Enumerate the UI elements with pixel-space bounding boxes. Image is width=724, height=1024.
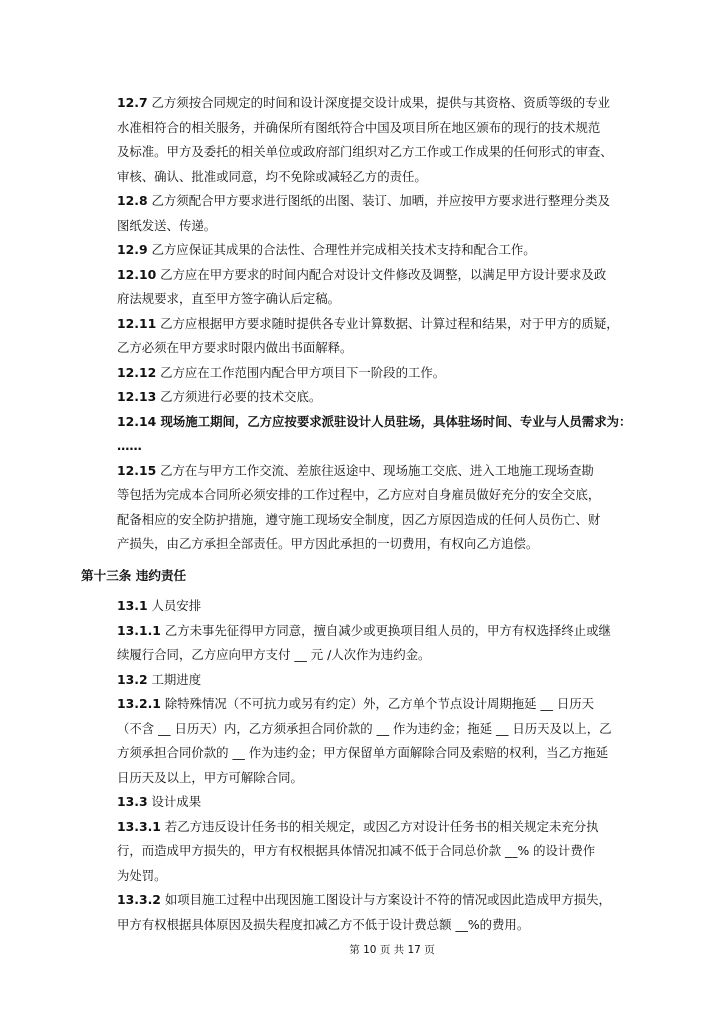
clause-line <box>117 864 642 889</box>
clause-text: 等包括为完成本合同所必须安排的工作过程中，乙方应对自身雇员做好充分的安全交底， <box>117 487 601 502</box>
clause-line <box>117 594 642 619</box>
clause-number: 12.10 <box>117 266 157 282</box>
clause-number: 13.3.2 <box>117 892 161 907</box>
clause-line <box>117 91 642 116</box>
clause-text: 人员安排 <box>151 598 202 613</box>
clause-line <box>117 116 642 141</box>
clause-line <box>117 766 642 791</box>
clause-number: 12.13 <box>117 389 157 404</box>
clause-line <box>117 189 642 214</box>
clause-line <box>117 238 642 263</box>
clause-text: 及标准。甲方及委托的相关单位或政府部门组织对乙方工作或工作成果的任何形式的审查、 <box>117 144 613 159</box>
clause-line <box>117 913 642 938</box>
document-body <box>81 91 642 937</box>
clause-number: 12.8 <box>117 193 148 208</box>
clause-text: 乙方应在甲方要求的时间内配合对设计文件修改及调整，以满足甲方设计要求及政 <box>160 266 607 282</box>
section-title: 第十三条 违约责任 <box>81 567 187 583</box>
clause-line <box>117 741 642 766</box>
clause-line <box>117 287 642 312</box>
clause-text: 方须承担合同价款的 __ 作为违约金；甲方保留单方面解除合同及索赔的权利，当乙方拖延 <box>117 745 609 760</box>
clause-text: 为处罚。 <box>117 867 167 883</box>
clause-number: 12.12 <box>117 364 157 380</box>
clause-number: 13.3.1 <box>117 818 161 834</box>
clause-text: 乙方必须在甲方要求时限内做出书面解释。 <box>117 340 353 355</box>
clause-text: 乙方须按合同规定的时间和设计深度提交设计成果，提供与其资格、资质等级的专业 <box>151 95 610 110</box>
clause-text: 除特殊情况（不可抗力或另有约定）外，乙方单个节点设计周期拖延 __ 日历天 <box>164 696 595 711</box>
clause-text: 乙方未事先征得甲方同意，擅自减少或更换项目组人员的，甲方有权选择终止或继 <box>164 622 611 638</box>
clause-line <box>117 483 642 508</box>
clause-line <box>117 214 642 239</box>
clause-number: 13.2 <box>117 671 148 687</box>
clause-text: 乙方须进行必要的技术交底。 <box>160 389 322 404</box>
clause-line <box>117 532 642 557</box>
clause-text: 若乙方违反设计任务书的相关规定，或因乙方对设计任务书的相关规定未充分执 <box>164 818 599 834</box>
clause-number: 13.2.1 <box>117 696 161 711</box>
clause-text: 乙方应根据甲方要求随时提供各专业计算数据、计算过程和结果，对于甲方的质疑， <box>160 315 619 331</box>
clause-line <box>117 459 642 484</box>
clause-line <box>117 508 642 533</box>
clause-number: 12.15 <box>117 462 157 478</box>
clause-number: 12.7 <box>117 95 148 110</box>
clause-text: 审核、确认、批准或同意，均不免除或减轻乙方的责任。 <box>117 168 427 184</box>
clause-line <box>117 668 642 693</box>
clause-text: …… <box>117 438 142 453</box>
clause-text: 配备相应的安全防护措施，遵守施工现场安全制度，因乙方原因造成的任何人员伤亡、财 <box>117 511 601 527</box>
clause-line <box>117 385 642 410</box>
clause-text: 如项目施工过程中出现因施工图设计与方案设计不符的情况或因此造成甲方损失， <box>164 892 611 907</box>
page-footer: 第 10 页 共 17 页 <box>349 944 435 956</box>
clause-line <box>117 312 642 337</box>
clause-number: 13.3 <box>117 794 148 809</box>
clause-text: 乙方在与甲方工作交流、差旅往返途中、现场施工交底、进入工地施工现场查勘 <box>160 462 594 478</box>
clause-text: 工期进度 <box>151 671 202 687</box>
clause-text: 水准相符合的相关服务，并确保所有图纸符合中国及项目所在地区颁布的现行的技术规范 <box>117 119 601 135</box>
clause-line <box>117 717 642 742</box>
clause-text: 行，而造成甲方损失的，甲方有权根据具体情况扣减不低于合同总价款 __% 的设计费作 <box>117 843 596 858</box>
clause-text: 日历天及以上，甲方可解除合同。 <box>117 769 303 785</box>
clause-text: 乙方须配合甲方要求进行图纸的出图、装订、加晒，并应按甲方要求进行整理分类及 <box>151 193 610 208</box>
clause-line <box>117 263 642 288</box>
clause-line <box>117 165 642 190</box>
clause-number: 13.1 <box>117 598 148 613</box>
clause-12-list <box>117 91 642 557</box>
clause-text: 图纸发送、传递。 <box>117 217 217 233</box>
clause-line <box>117 140 642 165</box>
clause-line <box>117 336 642 361</box>
clause-text: （不含 __ 日历天）内，乙方须承担合同价款的 __ 作为违约金；拖延 __ 日历天及以上，乙 <box>117 720 612 736</box>
clause-number: 12.14 <box>117 413 157 429</box>
clause-number: 13.1.1 <box>117 622 161 638</box>
clause-line <box>117 790 642 815</box>
clause-number: 12.11 <box>117 315 157 331</box>
clause-line <box>117 619 642 644</box>
clause-text: 乙方应保证其成果的合法性、合理性并完成相关技术支持和配合工作。 <box>151 242 536 257</box>
clause-line <box>117 839 642 864</box>
clause-text: 府法规要求，直至甲方签字确认后定稿。 <box>117 291 341 306</box>
clause-line <box>117 888 642 913</box>
clause-line <box>117 815 642 840</box>
clause-number: 12.9 <box>117 242 148 257</box>
clause-text: 甲方有权根据具体原因及损失程度扣减乙方不低于设计费总额 __%的费用。 <box>117 916 530 932</box>
clause-text: 产损失，由乙方承担全部责任。甲方因此承担的一切费用，有权向乙方追偿。 <box>117 536 539 551</box>
clause-text: 乙方应在工作范围内配合甲方项目下一阶段的工作。 <box>160 364 446 380</box>
clause-line <box>117 361 642 386</box>
clause-text: 续履行合同，乙方应向甲方支付 __ 元 /人次作为违约金。 <box>117 647 431 662</box>
clause-line <box>117 434 642 459</box>
clause-line <box>117 643 642 668</box>
clause-line <box>117 410 642 435</box>
clause-text: 设计成果 <box>151 794 202 809</box>
clause-13-list <box>117 594 642 937</box>
clause-text: 现场施工期间，乙方应按要求派驻设计人员驻场，具体驻场时间、专业与人员需求为： <box>160 413 632 429</box>
clause-line <box>117 692 642 717</box>
